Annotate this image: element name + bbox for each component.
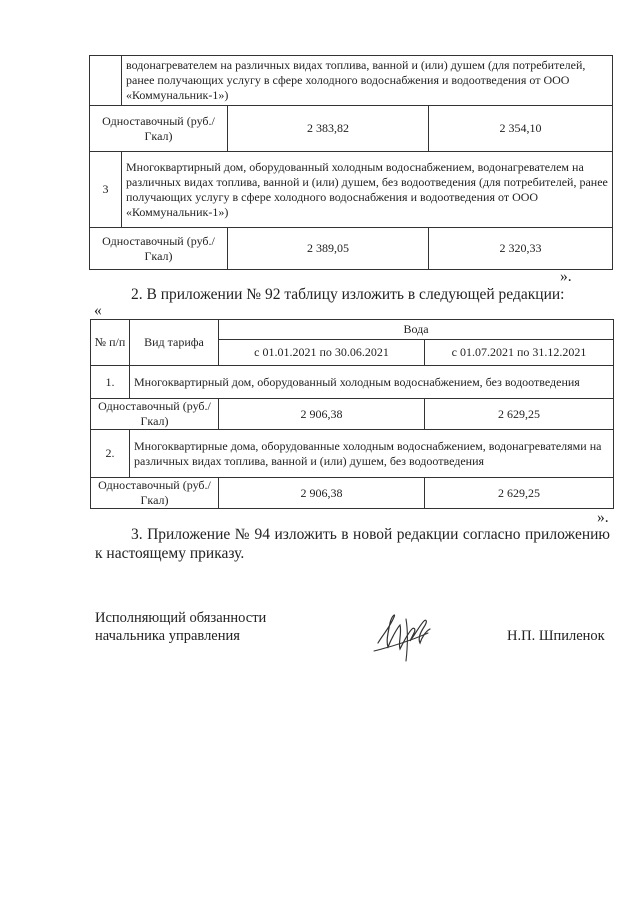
closing-quote: ».	[597, 509, 609, 526]
table-row	[91, 478, 614, 509]
tariff-type-cell: Одноставочный (руб./Гкал)	[90, 106, 228, 152]
header-period-2: с 01.07.2021 по 31.12.2021	[425, 340, 614, 366]
row-number-cell	[90, 56, 122, 106]
header-period-1: с 01.01.2021 по 30.06.2021	[219, 340, 425, 366]
tariff-type-cell: Одноставочный (руб./Гкал)	[90, 228, 228, 270]
opening-quote: «	[94, 302, 102, 319]
row-number-cell: 3	[90, 152, 122, 228]
handwritten-signature	[370, 603, 440, 665]
rate-period-2: 2 629,25	[425, 478, 614, 509]
rate-period-2: 2 320,33	[429, 228, 613, 270]
signatory-title	[95, 609, 266, 645]
table-row	[91, 366, 614, 399]
row-description: Многоквартирный дом, оборудованный холодным водоснабжением, без водоотведения	[130, 366, 614, 399]
signatory-title-line-2: начальника управления	[95, 628, 240, 644]
rate-period-2: 2 629,25	[425, 399, 614, 430]
tariff-type-cell: Одноставочный (руб./Гкал)	[91, 399, 219, 430]
table-row	[91, 399, 614, 430]
table-water-rates-continued	[89, 55, 613, 270]
header-tariff-type: Вид тарифа	[130, 320, 219, 366]
table-row	[91, 430, 614, 478]
rate-period-1: 2 906,38	[219, 478, 425, 509]
row-description: Многоквартирный дом, оборудованный холодным водоснабжением, водонагревателем на различных видах топлива, ванной и (или) душем, без водоотведения (для потребителей, ранее получающих услугу в сфере холодного водоснабжения и водоотведения от ООО «Коммунальник-1»)	[122, 152, 613, 228]
table-row	[90, 56, 613, 106]
header-number: № п/п	[91, 320, 130, 366]
table-row	[90, 152, 613, 228]
tariff-type-cell: Одноставочный (руб./Гкал)	[91, 478, 219, 509]
table-header-row	[91, 320, 614, 340]
paragraph-2: 2. В приложении № 92 таблицу изложить в следующей редакции:	[131, 286, 565, 303]
row-description: Многоквартирные дома, оборудованные холодным водоснабжением, водонагревателями на различных видах топлива, ванной и (или) душем, без водоотведения	[130, 430, 614, 478]
signatory-name: Н.П. Шпиленок	[507, 628, 605, 644]
row-number-cell: 1.	[91, 366, 130, 399]
signatory-title-line-1: Исполняющий обязанности	[95, 610, 267, 626]
rate-period-1: 2 389,05	[228, 228, 429, 270]
row-number-cell: 2.	[91, 430, 130, 478]
table-row	[90, 228, 613, 270]
header-water: Вода	[219, 320, 614, 340]
closing-quote: ».	[560, 268, 572, 285]
table-appendix-92	[90, 319, 614, 509]
rate-period-1: 2 383,82	[228, 106, 429, 152]
paragraph-3: 3. Приложение № 94 изложить в новой редакции согласно приложению к настоящему приказу.	[95, 526, 610, 562]
rate-period-2: 2 354,10	[429, 106, 613, 152]
row-description: водонагревателем на различных видах топлива, ванной и (или) душем (для потребителей, ранее получающих услугу в сфере холодного водоснабжения и водоотведения от ООО «Коммунальник-1»)	[122, 56, 613, 106]
table-row	[90, 106, 613, 152]
rate-period-1: 2 906,38	[219, 399, 425, 430]
